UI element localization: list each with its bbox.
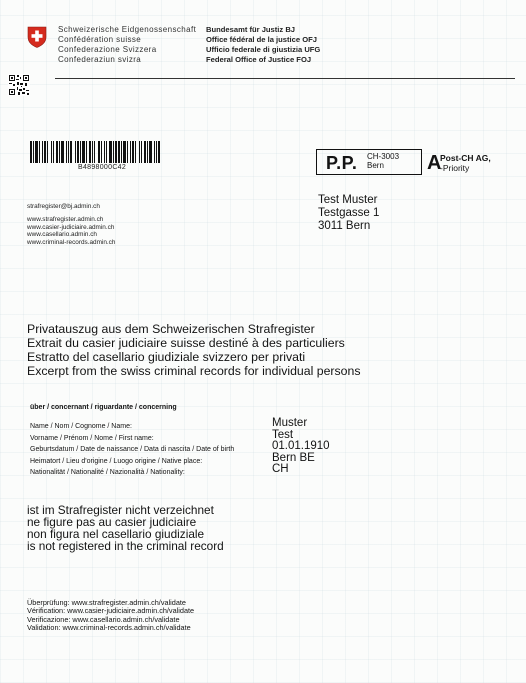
recipient-street: Testgasse 1: [318, 207, 380, 219]
contact-block: [27, 203, 115, 246]
office-names: [206, 25, 320, 65]
barcode-icon: [30, 141, 162, 163]
recipient-address: [318, 194, 379, 233]
verification-block: [27, 599, 194, 632]
verification-de: Überprüfung: www.strafregister.admin.ch/validate: [27, 598, 186, 607]
label-nationality: Nationalität / Nationalité / Nazionalità / Nationality:: [30, 469, 185, 477]
value-date-of-birth: 01.01.1910: [272, 440, 330, 453]
pp-label: P.P.: [326, 153, 358, 173]
status-de: ist im Strafregister nicht verzeichnet: [27, 503, 214, 517]
title-it: Estratto del casellario giudiziale svizzero per privati: [27, 350, 306, 364]
label-name: Name / Nom / Cognome / Name:: [30, 423, 132, 430]
website-en: www.criminal-records.admin.ch: [27, 238, 116, 246]
verification-it: Verificazione: www.casellario.admin.ch/validate: [27, 614, 180, 624]
priority-line-1: Post-CH AG,: [440, 153, 491, 163]
person-field-labels: [30, 421, 234, 479]
priority-line-2: -Priority: [440, 163, 470, 173]
header-divider: [55, 78, 515, 79]
label-first-name: Vorname / Prénom / Nome / First name:: [30, 434, 154, 442]
office-en: Federal Office of Justice FOJ: [206, 55, 312, 64]
confederation-names: [58, 25, 196, 65]
verification-fr: Vérification: www.casier-judiciaire.admin.ch/validate: [27, 606, 195, 616]
recipient-name: Test Muster: [318, 194, 378, 206]
contact-email: strafregister@bj.admin.ch: [27, 203, 100, 210]
recipient-city: 3011 Bern: [318, 220, 371, 232]
value-name: Muster: [272, 417, 308, 429]
confederation-de: Schweizerische Eidgenossenschaft: [58, 25, 197, 34]
status-fr: ne figure pas au casier judiciaire: [27, 515, 197, 529]
office-de: Bundesamt für Justiz BJ: [206, 25, 296, 34]
value-native-place: Bern BE: [272, 451, 315, 464]
value-first-name: Test: [272, 428, 294, 441]
priority-info: [440, 153, 491, 173]
barcode-number: B4898000C42: [78, 164, 127, 171]
status-en: is not registered in the criminal record: [27, 539, 224, 553]
swiss-coat-of-arms-icon: [27, 26, 47, 48]
person-field-values: [272, 418, 330, 476]
website-fr: www.casier-judiciaire.admin.ch: [27, 223, 115, 231]
document-title: [27, 322, 361, 378]
priority-letter: A: [427, 152, 442, 174]
website-de: www.strafregister.admin.ch: [27, 216, 104, 224]
confederation-rm: Confederaziun svizra: [58, 55, 142, 64]
office-it: Ufficio federale di giustizia UFG: [206, 45, 321, 54]
title-de: Privatauszug aus dem Schweizerischen Strafregister: [27, 322, 315, 336]
verification-en: Validation: www.criminal-records.admin.ch/validate: [27, 622, 191, 632]
website-it: www.casellario.admin.ch: [27, 231, 97, 239]
confederation-fr: Confédération suisse: [58, 35, 142, 44]
concerning-label: über / concernant / riguardante / concerning: [30, 404, 177, 411]
pp-code: CH-3003: [367, 152, 400, 161]
pp-place: Bern: [367, 161, 384, 170]
title-en: Excerpt from the swiss criminal records for individual persons: [27, 364, 361, 378]
status-it: non figura nel casellario giudiziale: [27, 527, 205, 541]
office-fr: Office fédéral de la justice OFJ: [206, 35, 317, 44]
value-nationality: CH: [272, 463, 289, 476]
record-status: [27, 504, 224, 552]
label-date-of-birth: Geburtsdatum / Date de naissance / Data di nascita / Date of birth: [30, 446, 235, 454]
pp-address: [367, 152, 399, 170]
confederation-it: Confederazione Svizzera: [58, 45, 157, 54]
label-native-place: Heimatort / Lieu d'origine / Luogo origine / Native place:: [30, 457, 203, 465]
qr-code-icon: [8, 74, 30, 96]
title-fr: Extrait du casier judiciaire suisse destiné à des particuliers: [27, 336, 345, 350]
